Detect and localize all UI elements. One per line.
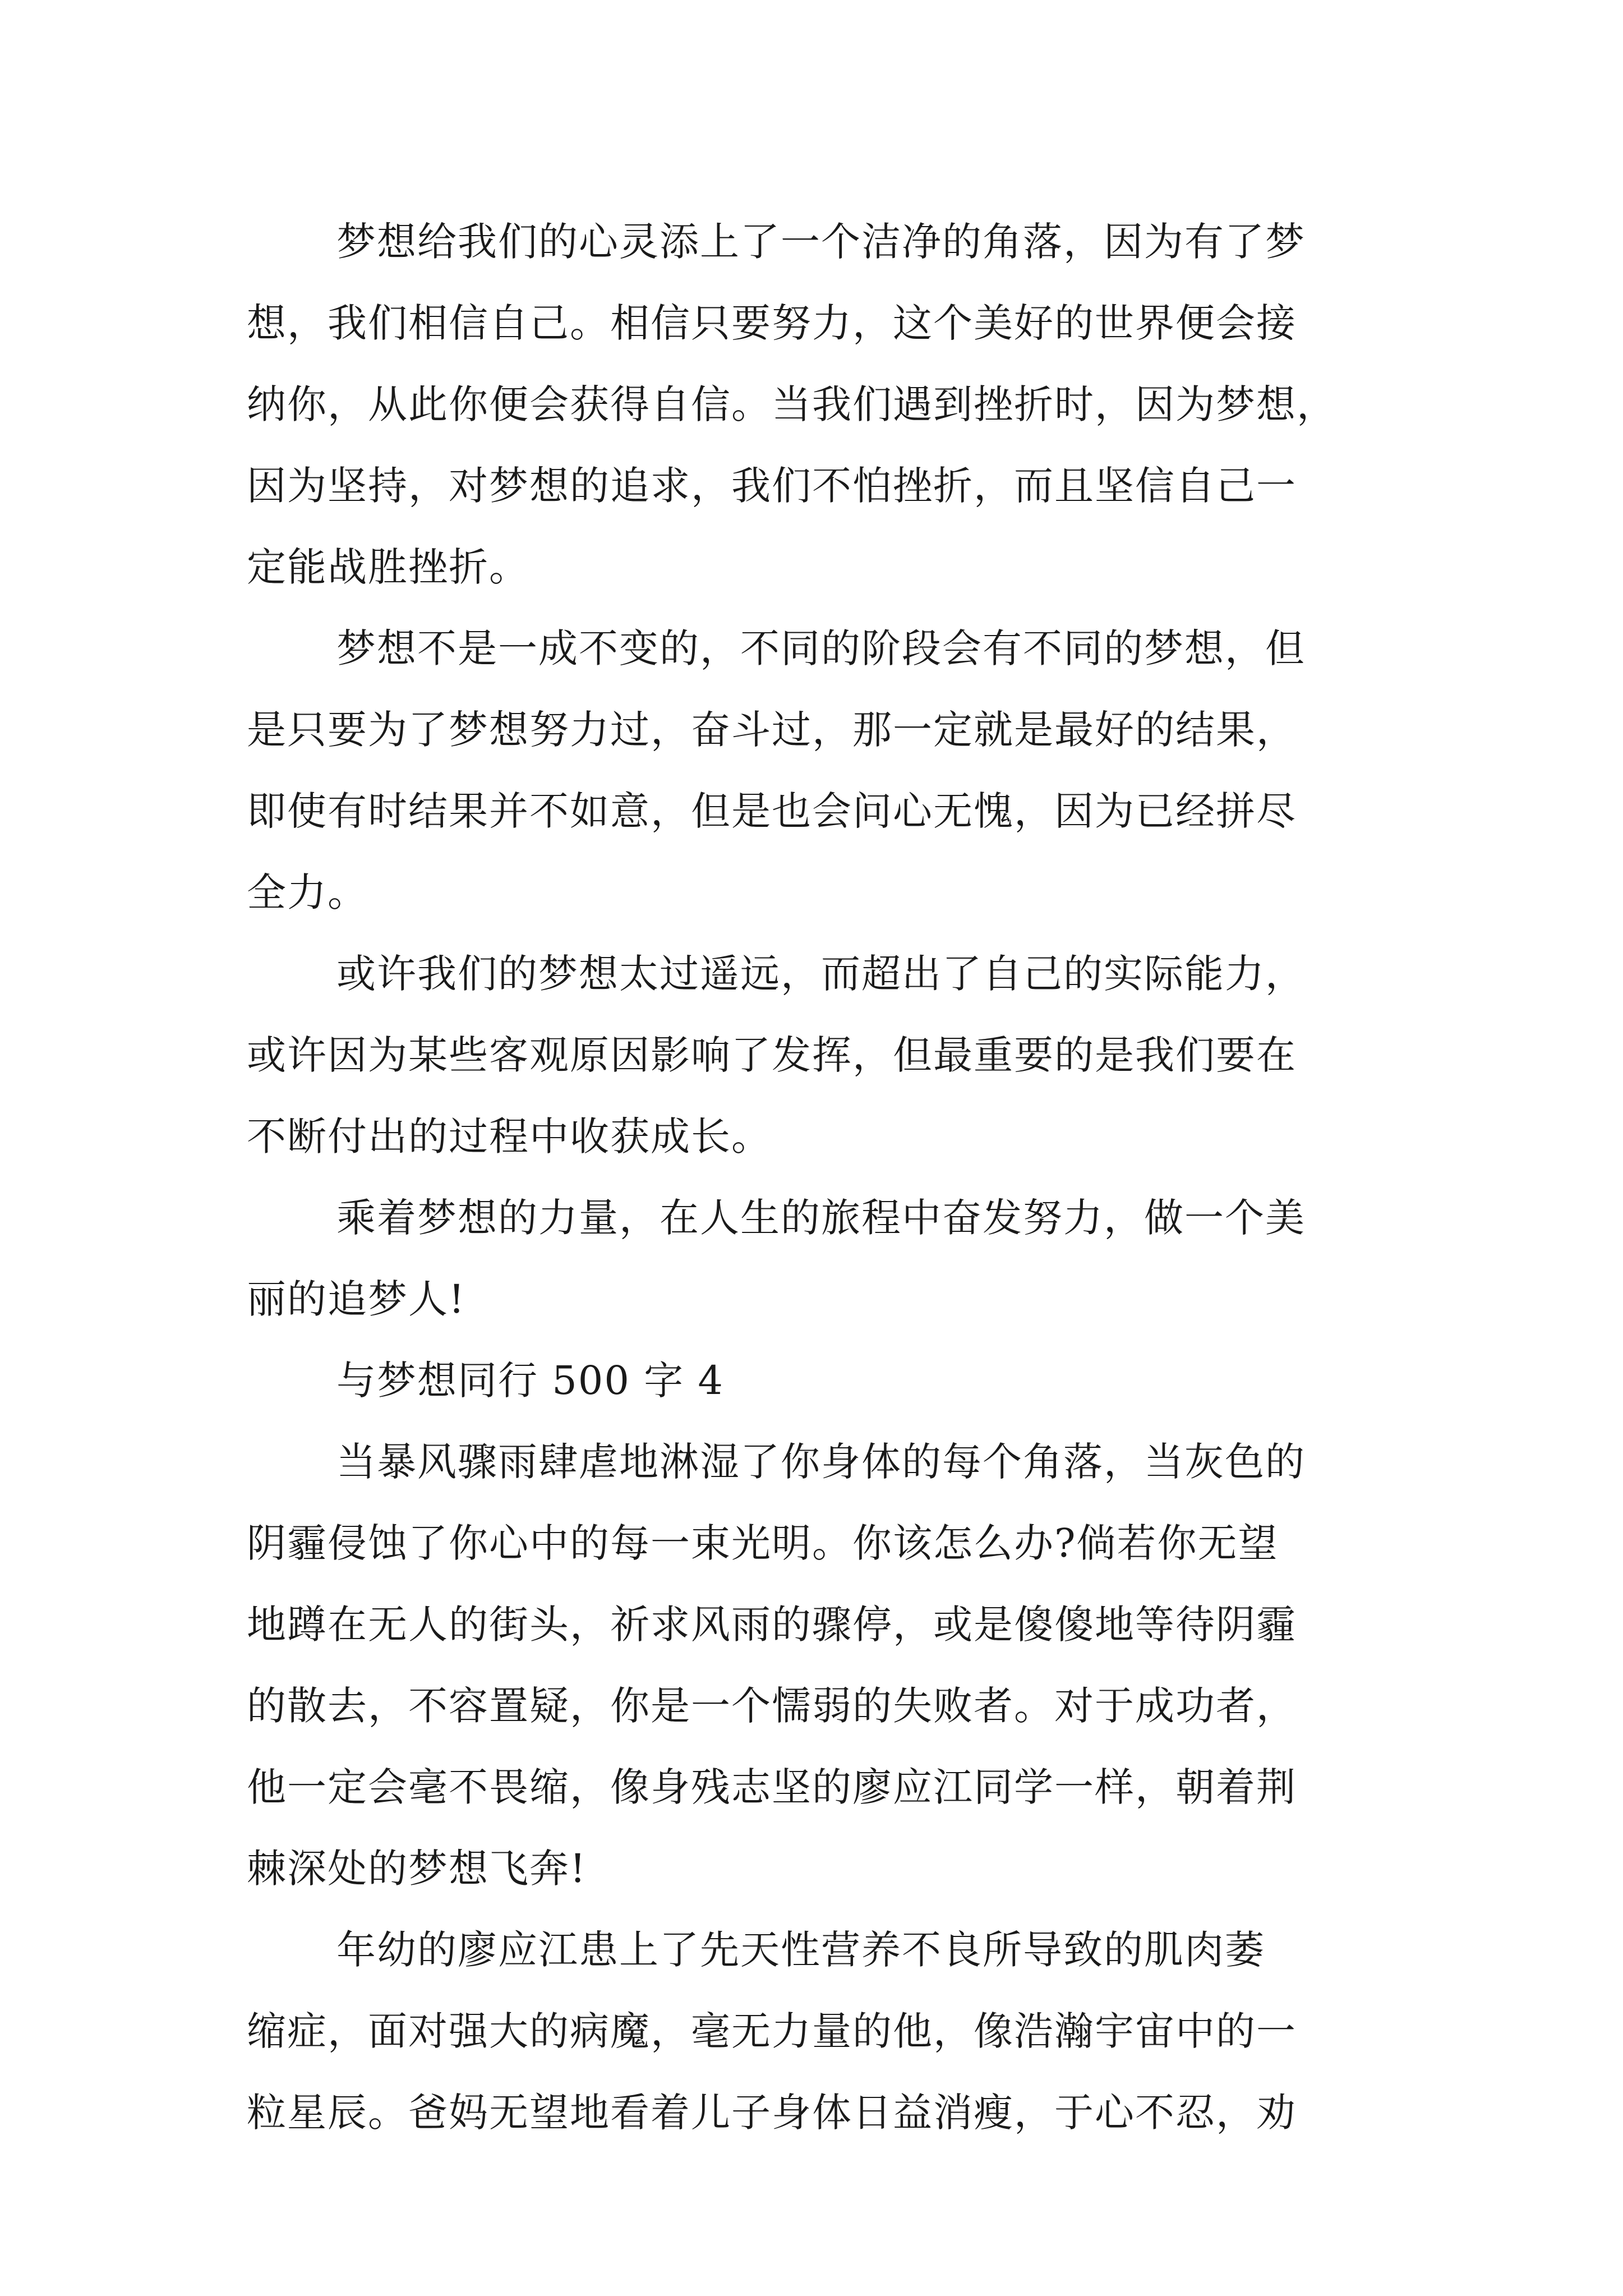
paragraph-3-line-1: 或许我们的梦想太过遥远，而超出了自己的实际能力， <box>336 951 1306 997</box>
paragraph-4-line-1: 乘着梦想的力量，在人生的旅程中奋发努力，做一个美 <box>336 1195 1306 1241</box>
paragraph-5-line-4: 的散去，不容置疑，你是一个懦弱的失败者。对于成功者， <box>247 1683 1297 1729</box>
paragraph-4-line-2: 丽的追梦人! <box>247 1276 466 1322</box>
paragraph-6-line-3: 粒星辰。爸妈无望地看着儿子身体日益消瘦，于心不忍，劝 <box>247 2090 1297 2136</box>
paragraph-3-line-2: 或许因为某些客观原因影响了发挥，但最重要的是我们要在 <box>247 1032 1297 1078</box>
paragraph-2-line-3: 即使有时结果并不如意，但是也会问心无愧，因为已经拼尽 <box>247 788 1297 834</box>
paragraph-2-line-2: 是只要为了梦想努力过，奋斗过，那一定就是最好的结果， <box>247 707 1297 753</box>
section-heading: 与梦想同行 500 字 4 <box>336 1358 724 1404</box>
paragraph-3-line-3: 不断付出的过程中收获成长。 <box>247 1114 772 1159</box>
paragraph-1-line-5: 定能战胜挫折。 <box>247 544 529 590</box>
paragraph-6-line-1: 年幼的廖应江患上了先天性营养不良所导致的肌肉萎 <box>336 1927 1265 1973</box>
paragraph-1-line-3: 纳你，从此你便会获得自信。当我们遇到挫折时，因为梦想， <box>247 381 1337 427</box>
paragraph-6-line-2: 缩症，面对强大的病魔，毫无力量的他，像浩瀚宇宙中的一 <box>247 2008 1297 2054</box>
paragraph-2-line-4: 全力。 <box>247 869 368 915</box>
paragraph-5-line-5: 他一定会毫不畏缩，像身残志坚的廖应江同学一样，朝着荆 <box>247 1764 1297 1810</box>
paragraph-5-line-2: 阴霾侵蚀了你心中的每一束光明。你该怎么办?倘若你无望 <box>247 1520 1279 1566</box>
paragraph-5-line-6: 棘深处的梦想飞奔! <box>247 1846 587 1892</box>
paragraph-1-line-4: 因为坚持，对梦想的追求，我们不怕挫折，而且坚信自己一 <box>247 463 1297 509</box>
paragraph-5-line-1: 当暴风骤雨肆虐地淋湿了你身体的每个角落，当灰色的 <box>336 1439 1306 1485</box>
paragraph-5-line-3: 地蹲在无人的街头，祈求风雨的骤停，或是傻傻地等待阴霾 <box>247 1602 1297 1648</box>
paragraph-1-line-1: 梦想给我们的心灵添上了一个洁净的角落，因为有了梦 <box>336 219 1306 265</box>
paragraph-1-line-2: 想，我们相信自己。相信只要努力，这个美好的世界便会接 <box>247 300 1297 346</box>
paragraph-2-line-1: 梦想不是一成不变的，不同的阶段会有不同的梦想，但 <box>336 625 1306 671</box>
